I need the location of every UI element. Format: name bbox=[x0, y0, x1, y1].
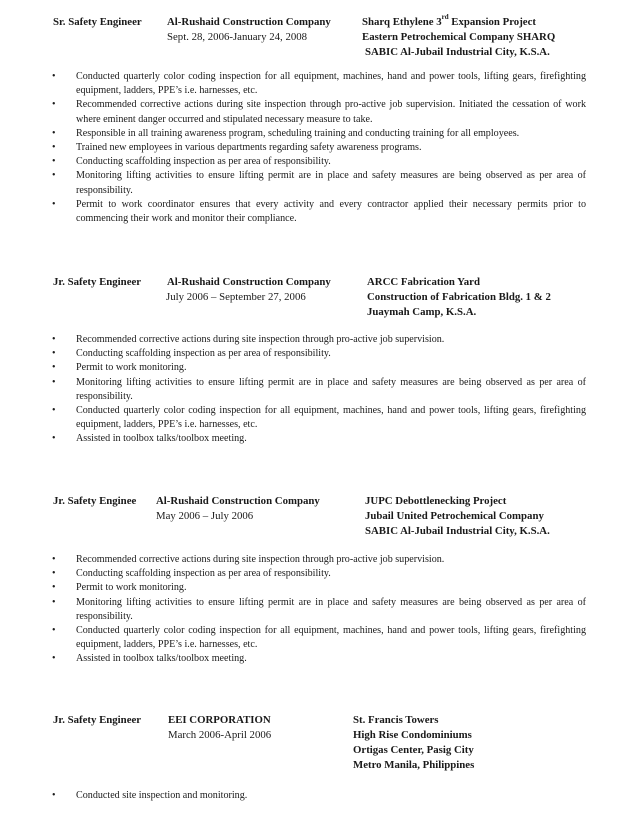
bullet-icon: • bbox=[52, 376, 56, 388]
duty-text: Conducted quarterly color coding inspection for all equipment, machines, hand and power tools, lifting gears, firefighting equipment, ladders, PPE’s i.e. harnesses, etc. bbox=[76, 405, 586, 431]
list-item bbox=[0, 596, 638, 624]
duty-text: Trained new employees in various departments regarding safety awareness programs. bbox=[76, 142, 422, 154]
project-description: High Rise Condominiums bbox=[353, 729, 472, 741]
employment-dates: March 2006-April 2006 bbox=[168, 729, 272, 741]
list-item bbox=[0, 567, 638, 581]
bullet-icon: • bbox=[52, 625, 56, 637]
list-item bbox=[0, 155, 638, 169]
duty-text: Conducting scaffolding inspection as per area of responsibility. bbox=[76, 568, 331, 580]
list-item bbox=[0, 198, 638, 226]
job-title: Jr. Safety Enginee bbox=[53, 495, 137, 507]
bullet-icon: • bbox=[52, 170, 56, 182]
duty-text: Conducted quarterly color coding inspection for all equipment, machines, hand and power tools, lifting gears, firefighting equipment, ladders, PPE’s i.e. harnesses, etc. bbox=[76, 71, 586, 97]
duty-text: Monitoring lifting activities to ensure lifting permit are in place and safety measures are being observed as per area of responsibility. bbox=[76, 170, 586, 196]
bullet-icon: • bbox=[52, 582, 56, 594]
duty-text: Permit to work monitoring. bbox=[76, 582, 187, 594]
list-item bbox=[0, 553, 638, 567]
list-item bbox=[0, 652, 638, 666]
project-location: Juaymah Camp, K.S.A. bbox=[367, 306, 477, 318]
project-name-main: Sharq Ethylene 3 bbox=[362, 16, 442, 28]
list-item bbox=[0, 361, 638, 375]
list-item bbox=[0, 789, 638, 803]
list-item bbox=[0, 432, 638, 446]
duty-text: Conducting scaffolding inspection as per area of responsibility. bbox=[76, 156, 331, 168]
duty-text: Conducting scaffolding inspection as per area of responsibility. bbox=[76, 348, 331, 360]
duty-text: Recommended corrective actions during site inspection through pro-active job supervision. Initiated the cessation of work where eminent danger occurred and stipulated necessary measure to take. bbox=[76, 99, 586, 125]
employment-dates: May 2006 – July 2006 bbox=[156, 510, 254, 522]
duties-list bbox=[0, 70, 638, 226]
bullet-icon: • bbox=[52, 405, 56, 417]
bullet-icon: • bbox=[52, 142, 56, 154]
project-name: JUPC Debottlenecking Project bbox=[365, 495, 507, 507]
duty-text: Recommended corrective actions during site inspection through pro-active job supervision. bbox=[76, 334, 445, 345]
project-location: Ortigas Center, Pasig City bbox=[353, 744, 474, 756]
list-item bbox=[0, 169, 638, 197]
employment-dates: July 2006 – September 27, 2006 bbox=[166, 291, 306, 303]
bullet-icon: • bbox=[52, 127, 56, 139]
job-title: Jr. Safety Engineer bbox=[53, 276, 142, 288]
list-item bbox=[0, 333, 638, 347]
project-location: SABIC Al-Jubail Industrial City, K.S.A. bbox=[365, 525, 550, 537]
list-item bbox=[0, 347, 638, 361]
project-name: St. Francis Towers bbox=[353, 714, 439, 726]
duty-text: Assisted in toolbox talks/toolbox meeting. bbox=[76, 433, 247, 445]
project-name-rest: Expansion Project bbox=[448, 16, 536, 28]
project-client: Eastern Petrochemical Company SHARQ bbox=[362, 31, 556, 43]
list-item bbox=[0, 581, 638, 595]
duty-text: Monitoring lifting activities to ensure lifting permit are in place and safety measures are being observed as per area of responsibility. bbox=[76, 596, 586, 622]
duty-text: Conducted site inspection and monitoring. bbox=[76, 790, 248, 801]
bullet-icon: • bbox=[52, 71, 56, 82]
list-item bbox=[0, 141, 638, 155]
list-item bbox=[0, 70, 638, 98]
project-name: ARCC Fabrication Yard bbox=[367, 276, 480, 288]
project-scope: Construction of Fabrication Bldg. 1 & 2 bbox=[367, 291, 551, 303]
duty-text: Permit to work monitoring. bbox=[76, 362, 187, 374]
bullet-icon: • bbox=[52, 568, 56, 580]
company-name: Al-Rushaid Construction Company bbox=[167, 16, 331, 28]
bullet-icon: • bbox=[52, 334, 56, 345]
job-title: Jr. Safety Engineer bbox=[53, 714, 142, 726]
company-name: Al-Rushaid Construction Company bbox=[156, 495, 320, 507]
duties-list bbox=[0, 333, 638, 447]
duty-text: Conducted quarterly color coding inspection for all equipment, machines, hand and power tools, lifting gears, firefighting equipment, ladders, PPE’s i.e. harnesses, etc. bbox=[76, 625, 586, 651]
list-item bbox=[0, 624, 638, 652]
bullet-icon: • bbox=[52, 433, 56, 445]
company-name: Al-Rushaid Construction Company bbox=[167, 276, 331, 288]
project-location: SABIC Al-Jubail Industrial City, K.S.A. bbox=[365, 46, 550, 58]
list-item bbox=[0, 127, 638, 141]
bullet-icon: • bbox=[52, 596, 56, 608]
bullet-icon: • bbox=[52, 156, 56, 168]
project-name-sup: rd bbox=[441, 13, 449, 22]
bullet-icon: • bbox=[52, 653, 56, 665]
list-item bbox=[0, 404, 638, 432]
duty-text: Recommended corrective actions during site inspection through pro-active job supervision. bbox=[76, 554, 445, 565]
duty-text: Permit to work coordinator ensures that every activity and every contractor applied their necessary permits prior to commencing their work and monitor their compliance. bbox=[76, 198, 586, 225]
bullet-icon: • bbox=[52, 362, 56, 374]
bullet-icon: • bbox=[52, 198, 56, 210]
duty-text: Assisted in toolbox talks/toolbox meeting. bbox=[76, 653, 247, 665]
job-title: Sr. Safety Engineer bbox=[53, 16, 142, 28]
list-item bbox=[0, 376, 638, 404]
project-name bbox=[362, 13, 536, 29]
employment-dates: Sept. 28, 2006-January 24, 2008 bbox=[167, 31, 308, 43]
company-name: EEI CORPORATION bbox=[168, 714, 271, 726]
duties-list bbox=[0, 553, 638, 667]
bullet-icon: • bbox=[52, 348, 56, 360]
bullet-icon: • bbox=[52, 790, 56, 801]
project-region: Metro Manila, Philippines bbox=[353, 759, 475, 771]
bullet-icon: • bbox=[52, 554, 56, 565]
duties-list bbox=[0, 789, 638, 803]
duty-text: Monitoring lifting activities to ensure lifting permit are in place and safety measures are being observed as per area of responsibility. bbox=[76, 376, 586, 402]
bullet-icon: • bbox=[52, 99, 56, 111]
list-item bbox=[0, 98, 638, 126]
duty-text: Responsible in all training awareness program, scheduling training and conducting training for all employees. bbox=[76, 127, 520, 139]
project-client: Jubail United Petrochemical Company bbox=[365, 510, 544, 522]
